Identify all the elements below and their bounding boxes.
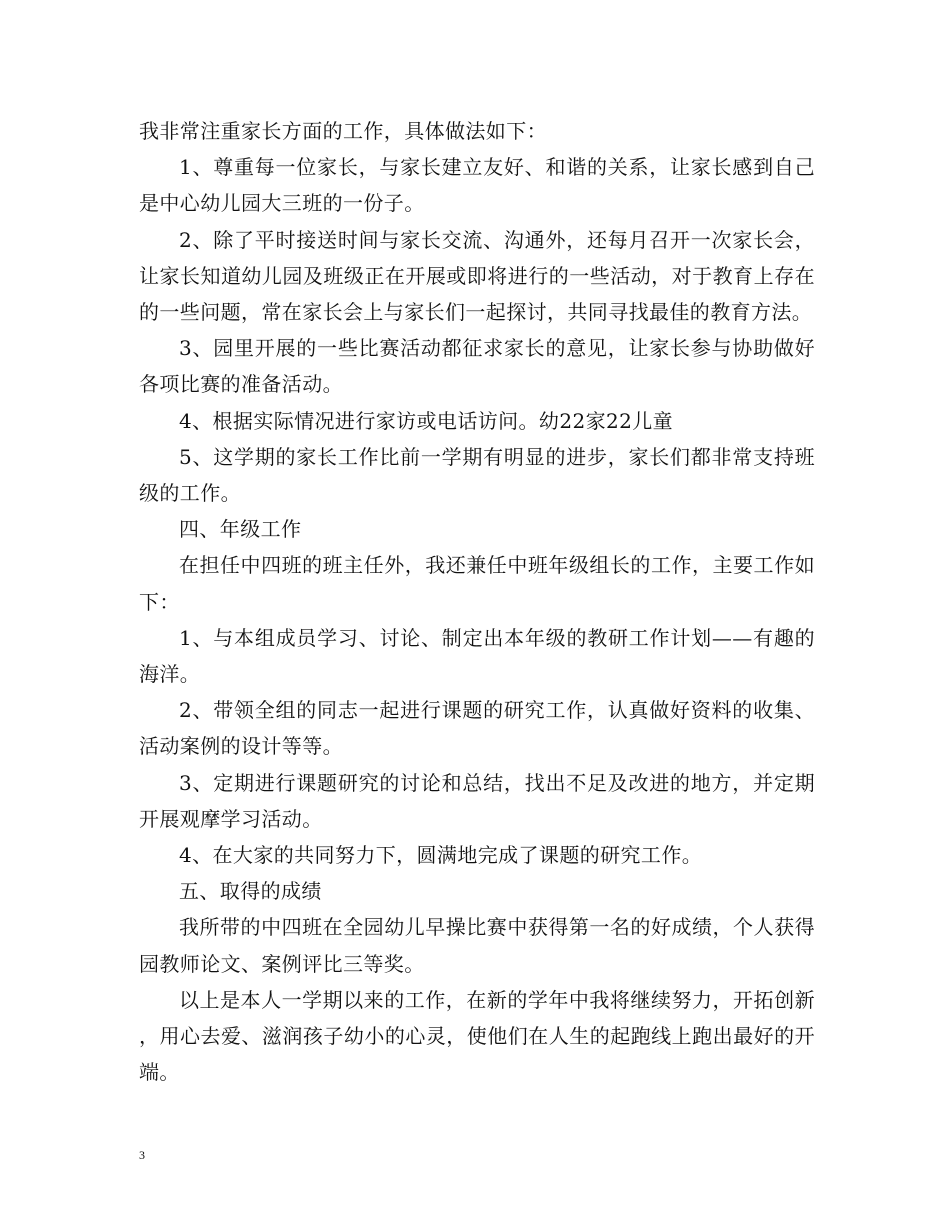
paragraph: 1、与本组成员学习、讨论、制定出本年级的教研工作计划——有趣的海洋。 xyxy=(139,625,815,687)
page-number: 3 xyxy=(139,1148,145,1162)
paragraph: 我非常注重家长方面的工作，具体做法如下： xyxy=(139,119,547,143)
paragraph: 4、根据实际情况进行家访或电话访问。幼22家22儿童 xyxy=(179,408,674,433)
paragraph: 3、定期进行课题研究的讨论和总结，找出不足及改进的地方，并定期开展观摩学习活动。 xyxy=(139,770,815,831)
document-body xyxy=(139,113,815,1090)
paragraph: 1、尊重每一位家长，与家长建立友好、和谐的关系，让家长感到自己是中心幼儿园大三班的一份子。 xyxy=(139,155,815,216)
paragraph: 我所带的中四班在全园幼儿早操比赛中获得第一名的好成绩，个人获得园教师论文、案例评比三等奖。 xyxy=(139,915,815,976)
paragraph: 在担任中四班的班主任外，我还兼任中班年级组长的工作，主要工作如下： xyxy=(139,553,815,614)
paragraph: 2、除了平时接送时间与家长交流、沟通外，还每月召开一次家长会，让家长知道幼儿园及班级正在开展或即将进行的一些活动，对于教育上存在的一些问题，常在家长会上与家长们一起探讨，共同寻找最佳的教育方法。 xyxy=(139,227,815,325)
section-heading: 四、年级工作 xyxy=(179,517,302,542)
paragraph: 以上是本人一学期以来的工作，在新的学年中我将继续努力，开拓创新，用心去爱、滋润孩子幼小的心灵，使他们在人生的起跑线上跑出最好的开端。 xyxy=(139,987,815,1085)
paragraph: 4、在大家的共同努力下，圆满地完成了课题的研究工作。 xyxy=(179,843,703,868)
paragraph: 3、园里开展的一些比赛活动都征求家长的意见，让家长参与协助做好各项比赛的准备活动。 xyxy=(139,336,815,397)
paragraph: 5、这学期的家长工作比前一学期有明显的进步，家长们都非常支持班级的工作。 xyxy=(139,444,815,506)
paragraph: 2、带领全组的同志一起进行课题的研究工作，认真做好资料的收集、活动案例的设计等等。 xyxy=(139,698,815,759)
section-heading: 五、取得的成绩 xyxy=(179,879,322,904)
